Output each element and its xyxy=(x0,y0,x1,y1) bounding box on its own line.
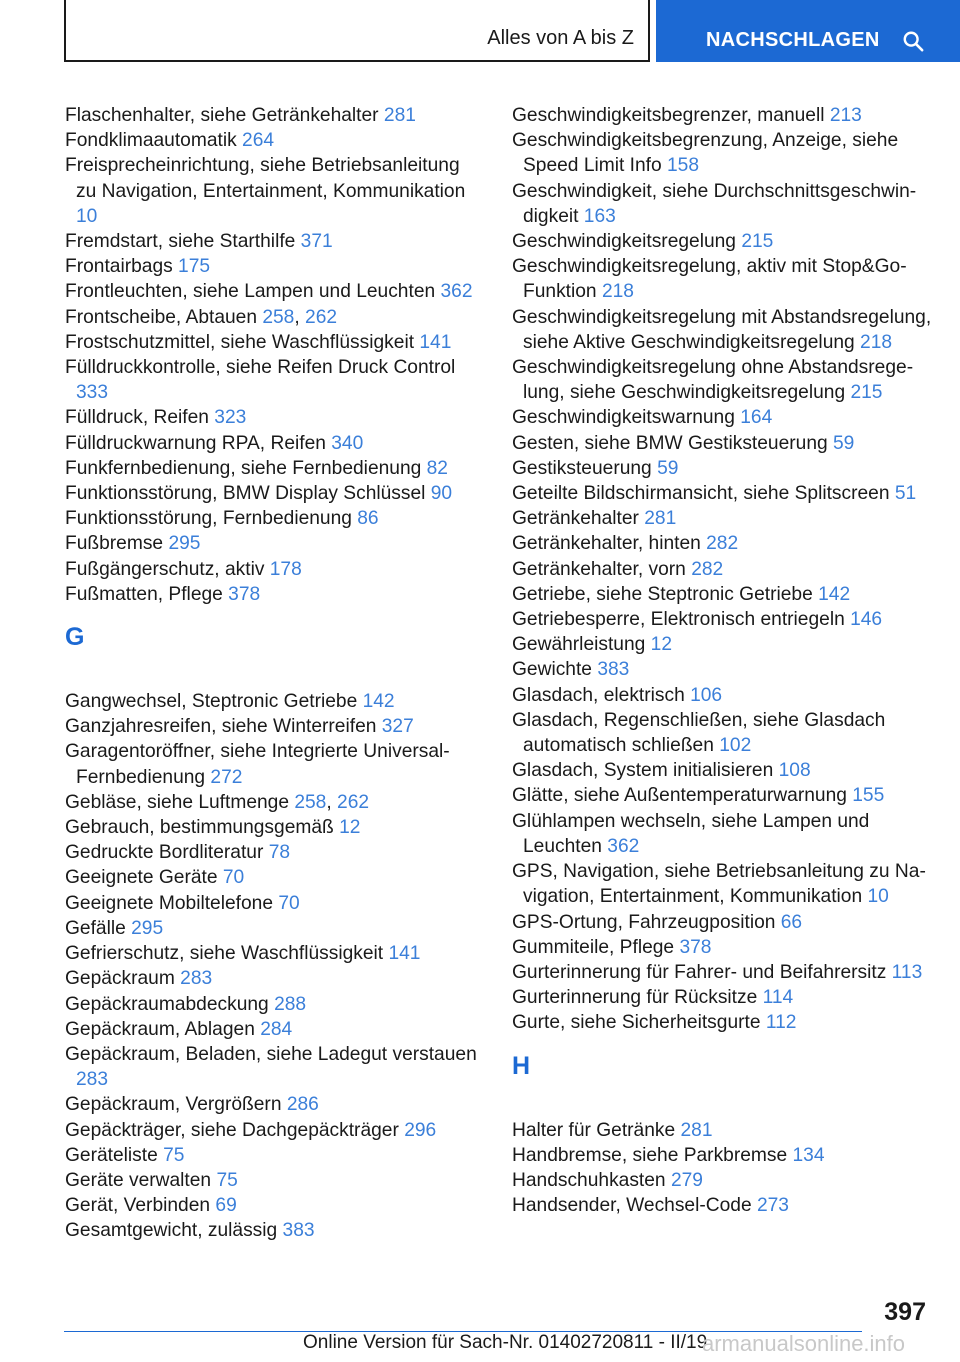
entry-term: Gesten, siehe BMW Gestiksteuerung xyxy=(512,432,833,454)
entry-term: Getränkehalter, hinten xyxy=(512,533,707,555)
index-entry xyxy=(65,229,485,254)
index-entry xyxy=(65,865,485,890)
entries-list-g xyxy=(65,689,485,1243)
index-entry xyxy=(65,128,485,153)
entry-term: Geschwindigkeit, siehe Durchschnittsgeschwindigkeit xyxy=(512,180,917,227)
index-entry xyxy=(65,103,485,128)
index-entry xyxy=(65,305,485,330)
index-entry xyxy=(65,1218,485,1243)
page-link[interactable]: 155 xyxy=(852,785,885,807)
entry-term: Frontleuchten, siehe Lampen und Leuchten xyxy=(65,281,441,303)
index-entry xyxy=(65,456,485,481)
page-link[interactable]: 295 xyxy=(131,917,164,939)
index-entry xyxy=(65,1193,485,1218)
index-entry xyxy=(65,941,485,966)
page-link[interactable]: 86 xyxy=(357,508,379,530)
index-entry xyxy=(65,790,485,815)
index-entry xyxy=(512,657,932,682)
entry-term: Geräte verwalten xyxy=(65,1169,217,1191)
page-link[interactable]: 282 xyxy=(691,558,724,580)
entry-term: Gewichte xyxy=(512,659,598,681)
entry-term: Fülldruckwarnung RPA, Reifen xyxy=(65,432,332,454)
index-entry xyxy=(65,1017,485,1042)
entry-term: Gefrierschutz, siehe Waschflüssigkeit xyxy=(65,943,389,965)
entry-term: Gurterinnerung für Rücksitze xyxy=(512,987,763,1009)
index-entry xyxy=(512,557,932,582)
entries-list-h xyxy=(512,1118,932,1219)
section-letter-h: H xyxy=(512,1051,531,1080)
page-link[interactable]: 158 xyxy=(667,155,700,177)
entry-term: Gurterinnerung für Fahrer- und Beifahrersitz xyxy=(512,961,892,983)
entry-term: Gesamtgewicht, zulässig xyxy=(65,1220,283,1242)
entry-term: Glühlampen wechseln, siehe Lampen und Leuchten xyxy=(512,810,870,857)
page-link[interactable]: 218 xyxy=(860,331,893,353)
entry-term: Geschwindigkeitsregelung xyxy=(512,231,742,253)
entry-term: Funktionsstörung, Fernbedienung xyxy=(65,508,358,530)
nav-label: NACHSCHLAGEN xyxy=(706,29,880,51)
page-link[interactable]: 106 xyxy=(690,684,723,706)
entry-term: Funktionsstörung, BMW Display Schlüssel xyxy=(65,483,431,505)
page-link[interactable]: 296 xyxy=(404,1119,437,1141)
nav-nachschlagen-button[interactable] xyxy=(656,0,960,62)
entry-term: Getränkehalter xyxy=(512,508,645,530)
index-entry xyxy=(512,1010,932,1035)
entry-term: Gefälle xyxy=(65,917,132,939)
entry-term: Gepäckträger, siehe Dachgepäckträger xyxy=(65,1119,405,1141)
page-link[interactable]: 113 xyxy=(891,961,923,983)
page-link[interactable]: 175 xyxy=(178,256,211,278)
page-link[interactable]: 383 xyxy=(282,1220,315,1242)
index-entry xyxy=(512,531,932,556)
index-entry xyxy=(65,992,485,1017)
page-link[interactable]: 284 xyxy=(260,1018,293,1040)
page-link[interactable]: 218 xyxy=(601,281,634,303)
index-entry xyxy=(512,910,932,935)
entry-term: Fülldruck, Reifen xyxy=(65,407,215,429)
entry-term: Glasdach, Regenschließen, siehe Glasdach automatisch schließen xyxy=(512,709,886,757)
entry-term: Garagentoröffner, siehe Integrierte Universal-Fernbedienung xyxy=(65,741,450,788)
entry-term: Gerät, Verbinden xyxy=(65,1195,216,1217)
index-entry xyxy=(65,815,485,840)
page-link[interactable]: 114 xyxy=(762,987,794,1009)
index-entry xyxy=(65,739,485,789)
page-link[interactable]: 163 xyxy=(583,205,616,227)
page-link[interactable]: 178 xyxy=(269,558,302,580)
index-entry xyxy=(512,1118,932,1143)
index-entry xyxy=(512,683,932,708)
index-entry xyxy=(512,456,932,481)
entry-term: Fußbremse xyxy=(65,533,169,555)
page-link[interactable]: 142 xyxy=(362,691,395,713)
page-link[interactable]: 362 xyxy=(607,835,640,857)
page-link[interactable]: 82 xyxy=(426,457,448,479)
page-link[interactable]: 70 xyxy=(222,867,245,889)
page-number: 397 xyxy=(884,1298,926,1326)
index-entry xyxy=(65,1042,485,1092)
index-entry xyxy=(65,557,485,582)
page-link[interactable]: 59 xyxy=(833,432,855,454)
search-icon xyxy=(902,30,924,52)
page-link[interactable]: 146 xyxy=(850,609,883,631)
page-link[interactable]: 70 xyxy=(278,892,300,914)
entry-term: Fußgängerschutz, aktiv xyxy=(65,558,270,580)
entry-term: Gangwechsel, Steptronic Getriebe xyxy=(65,691,363,713)
page-link[interactable]: 362 xyxy=(440,281,473,303)
page-link[interactable]: 378 xyxy=(228,583,261,605)
entry-term: Handsender, Wechsel-Code xyxy=(512,1195,757,1217)
page-link[interactable]: 283 xyxy=(180,968,213,990)
page-link[interactable]: 282 xyxy=(706,533,739,555)
index-entry xyxy=(512,355,932,405)
page-link[interactable]: 213 xyxy=(829,105,862,126)
entries-list-f xyxy=(65,103,485,607)
index-entry xyxy=(512,607,932,632)
entry-term: Gepäckraum, Beladen, siehe Ladegut verstauen xyxy=(65,1043,477,1065)
page-separator: , xyxy=(294,306,306,328)
index-entry xyxy=(65,1168,485,1193)
index-entry xyxy=(512,1168,932,1193)
page-link[interactable]: 10 xyxy=(867,886,889,908)
page-link[interactable]: 12 xyxy=(650,634,672,656)
index-entry xyxy=(65,431,485,456)
index-entry xyxy=(512,405,932,430)
entry-term: Handschuhkasten xyxy=(512,1169,671,1191)
entry-term: GPS, Navigation, siehe Betriebsanleitung zu Navigation, Entertainment, Kommunikation xyxy=(512,861,926,908)
page-link[interactable]: 75 xyxy=(216,1169,238,1191)
entry-term: Geeignete Geräte xyxy=(65,867,223,889)
index-entry xyxy=(65,1143,485,1168)
page-link[interactable]: 288 xyxy=(274,993,307,1015)
index-entry xyxy=(65,254,485,279)
entry-term: Glasdach, elektrisch xyxy=(512,684,691,706)
entry-term: Gedruckte Bordliteratur xyxy=(65,842,269,864)
page-link[interactable]: 383 xyxy=(597,659,630,681)
index-entry xyxy=(512,103,932,128)
section-title-box xyxy=(64,0,650,62)
section-title: Alles von A bis Z xyxy=(487,27,634,49)
entry-term: Funkfernbedienung, siehe Fernbedienung xyxy=(65,457,427,479)
page-link[interactable]: 272 xyxy=(210,766,243,788)
page-link[interactable]: 371 xyxy=(300,231,333,253)
page-link[interactable]: 108 xyxy=(778,760,811,782)
index-entry xyxy=(512,632,932,657)
index-entry xyxy=(65,689,485,714)
index-entry xyxy=(512,708,932,758)
page-link[interactable]: 281 xyxy=(383,105,416,126)
page-link[interactable]: 112 xyxy=(765,1012,797,1034)
index-entry xyxy=(65,1118,485,1143)
index-entry xyxy=(65,153,485,229)
page-link[interactable]: 262 xyxy=(305,306,338,328)
entry-term: Frontairbags xyxy=(65,256,179,278)
page-link[interactable]: 141 xyxy=(419,331,452,353)
index-entry xyxy=(65,966,485,991)
entry-term: Gepäckraumabdeckung xyxy=(65,993,275,1015)
page-link[interactable]: 66 xyxy=(780,911,803,933)
page-link[interactable]: 327 xyxy=(381,716,414,738)
entry-term: Geeignete Mobiltelefone xyxy=(65,892,279,914)
page-link[interactable]: 51 xyxy=(894,483,917,505)
entry-term: Geschwindigkeitsbegrenzung, Anzeige, siehe Speed Limit Info xyxy=(512,130,899,177)
entry-term: Geschwindigkeitsregelung mit Abstandsregelung, siehe Aktive Geschwindigkeitsregelung xyxy=(512,306,932,353)
section-letter-g: G xyxy=(65,623,85,652)
index-entry xyxy=(512,254,932,304)
entry-term: Gewährleistung xyxy=(512,634,651,656)
page-link[interactable]: 10 xyxy=(76,205,98,227)
online-version-text: Online Version für Sach-Nr. 01402720811 - II/19 xyxy=(303,1332,708,1353)
index-column-left xyxy=(65,103,485,1244)
page-link[interactable]: 264 xyxy=(242,130,275,152)
page-link[interactable]: 102 xyxy=(719,735,752,757)
page-link[interactable]: 378 xyxy=(679,936,712,958)
page-link[interactable]: 78 xyxy=(268,842,291,864)
index-entry xyxy=(512,1193,932,1218)
entry-term: Flaschenhalter, siehe Getränkehalter xyxy=(65,105,384,126)
index-entry xyxy=(65,1092,485,1117)
index-entry xyxy=(512,1143,932,1168)
index-entry xyxy=(65,531,485,556)
entry-term: Gebrauch, bestimmungsgemäß xyxy=(65,817,340,839)
page-link[interactable]: 340 xyxy=(331,432,364,454)
index-entry xyxy=(65,355,485,405)
page-link[interactable]: 69 xyxy=(215,1195,237,1217)
index-entry xyxy=(512,758,932,783)
index-entry xyxy=(512,582,932,607)
index-entry xyxy=(65,840,485,865)
entries-list-g-cont xyxy=(512,103,932,1036)
page-link[interactable]: 141 xyxy=(388,943,421,965)
watermark: armanualsonline.info xyxy=(702,1331,906,1356)
entry-term: Gepäckraum, Ablagen xyxy=(65,1018,261,1040)
page-link[interactable]: 59 xyxy=(657,457,679,479)
index-column-right xyxy=(512,103,932,1218)
index-entry xyxy=(65,405,485,430)
page-link[interactable]: 283 xyxy=(76,1069,109,1091)
page-link[interactable]: 273 xyxy=(756,1195,789,1217)
entry-term: Getriebe, siehe Steptronic Getriebe xyxy=(512,583,819,605)
page-link[interactable]: 286 xyxy=(286,1094,319,1116)
page-link[interactable]: 134 xyxy=(792,1144,825,1166)
index-entry xyxy=(512,305,932,355)
page-link[interactable]: 75 xyxy=(163,1144,185,1166)
entry-term: Gestiksteuerung xyxy=(512,457,658,479)
index-entry xyxy=(512,809,932,859)
index-entry xyxy=(512,935,932,960)
page-link[interactable]: 279 xyxy=(670,1169,703,1191)
entry-term: Freisprecheinrichtung, siehe Betriebsanleitung zu Navigation, Entertainment, Kommunikation xyxy=(65,155,466,202)
page-link[interactable]: 215 xyxy=(850,382,883,404)
entry-term: Gepäckraum xyxy=(65,968,181,990)
entry-term: Halter für Getränke xyxy=(512,1119,681,1141)
page-link[interactable]: 262 xyxy=(337,791,370,813)
index-entry xyxy=(65,330,485,355)
index-entry xyxy=(65,714,485,739)
page-link[interactable]: 333 xyxy=(76,382,109,404)
entry-term: Geschwindigkeitsregelung, aktiv mit Stop&Go-Funktion xyxy=(512,256,907,303)
entry-term: Glasdach, System initialisieren xyxy=(512,760,779,782)
entry-term: Gebläse, siehe Luftmenge xyxy=(65,791,295,813)
index-entry xyxy=(512,960,932,985)
index-entry xyxy=(512,783,932,808)
entry-term: Getränkehalter, vorn xyxy=(512,558,692,580)
entry-term: Fülldruckkontrolle, siehe Reifen Druck Control xyxy=(65,357,456,379)
page-link[interactable]: 295 xyxy=(168,533,201,555)
entry-term: Geschwindigkeitsregelung ohne Abstandsregelung, siehe Geschwindigkeitsregelung xyxy=(512,357,914,404)
index-entry xyxy=(512,229,932,254)
page-link[interactable]: 142 xyxy=(818,583,851,605)
index-entry xyxy=(65,481,485,506)
index-entry xyxy=(512,506,932,531)
entry-term: Geteilte Bildschirmansicht, siehe Splitscreen xyxy=(512,483,895,505)
index-entry xyxy=(65,891,485,916)
index-entry xyxy=(65,916,485,941)
entry-term: Ganzjahresreifen, siehe Winterreifen xyxy=(65,716,382,738)
index-entry xyxy=(512,481,932,506)
index-entry xyxy=(512,859,932,909)
entry-term: Gummiteile, Pflege xyxy=(512,936,680,958)
page-link[interactable]: 12 xyxy=(339,817,361,839)
entry-term: GPS-Ortung, Fahrzeugposition xyxy=(512,911,781,933)
index-entry xyxy=(65,279,485,304)
entry-term: Geschwindigkeitsbegrenzer, manuell xyxy=(512,105,830,126)
entry-term: Getriebesperre, Elektronisch entriegeln xyxy=(512,609,851,631)
entry-term: Frostschutzmittel, siehe Waschflüssigkeit xyxy=(65,331,420,353)
page-link[interactable]: 90 xyxy=(430,483,453,505)
entry-term: Fremdstart, siehe Starthilfe xyxy=(65,231,301,253)
page-link[interactable]: 164 xyxy=(740,407,773,429)
page-link[interactable]: 323 xyxy=(214,407,247,429)
entry-term: Geschwindigkeitswarnung xyxy=(512,407,741,429)
page-link[interactable]: 281 xyxy=(644,508,677,530)
page-link[interactable]: 281 xyxy=(680,1119,713,1141)
index-entry xyxy=(512,179,932,229)
entry-term: Geräteliste xyxy=(65,1144,164,1166)
page-separator: , xyxy=(326,791,338,813)
index-entry xyxy=(512,985,932,1010)
page-link[interactable]: 215 xyxy=(741,231,774,253)
entry-term: Handbremse, siehe Parkbremse xyxy=(512,1144,793,1166)
entry-term: Frontscheibe, Abtauen xyxy=(65,306,263,328)
entry-term: Gepäckraum, Vergrößern xyxy=(65,1094,287,1116)
page-link[interactable]: 258 xyxy=(262,306,295,328)
entry-term: Gurte, siehe Sicherheitsgurte xyxy=(512,1012,766,1034)
index-entry xyxy=(65,506,485,531)
entry-term: Fußmatten, Pflege xyxy=(65,583,229,605)
index-entry xyxy=(512,431,932,456)
index-entry xyxy=(512,128,932,178)
entry-term: Glätte, siehe Außentemperaturwarnung xyxy=(512,785,853,807)
page-link[interactable]: 258 xyxy=(294,791,327,813)
entry-term: Fondklimaautomatik xyxy=(65,130,243,152)
index-entry xyxy=(65,582,485,607)
